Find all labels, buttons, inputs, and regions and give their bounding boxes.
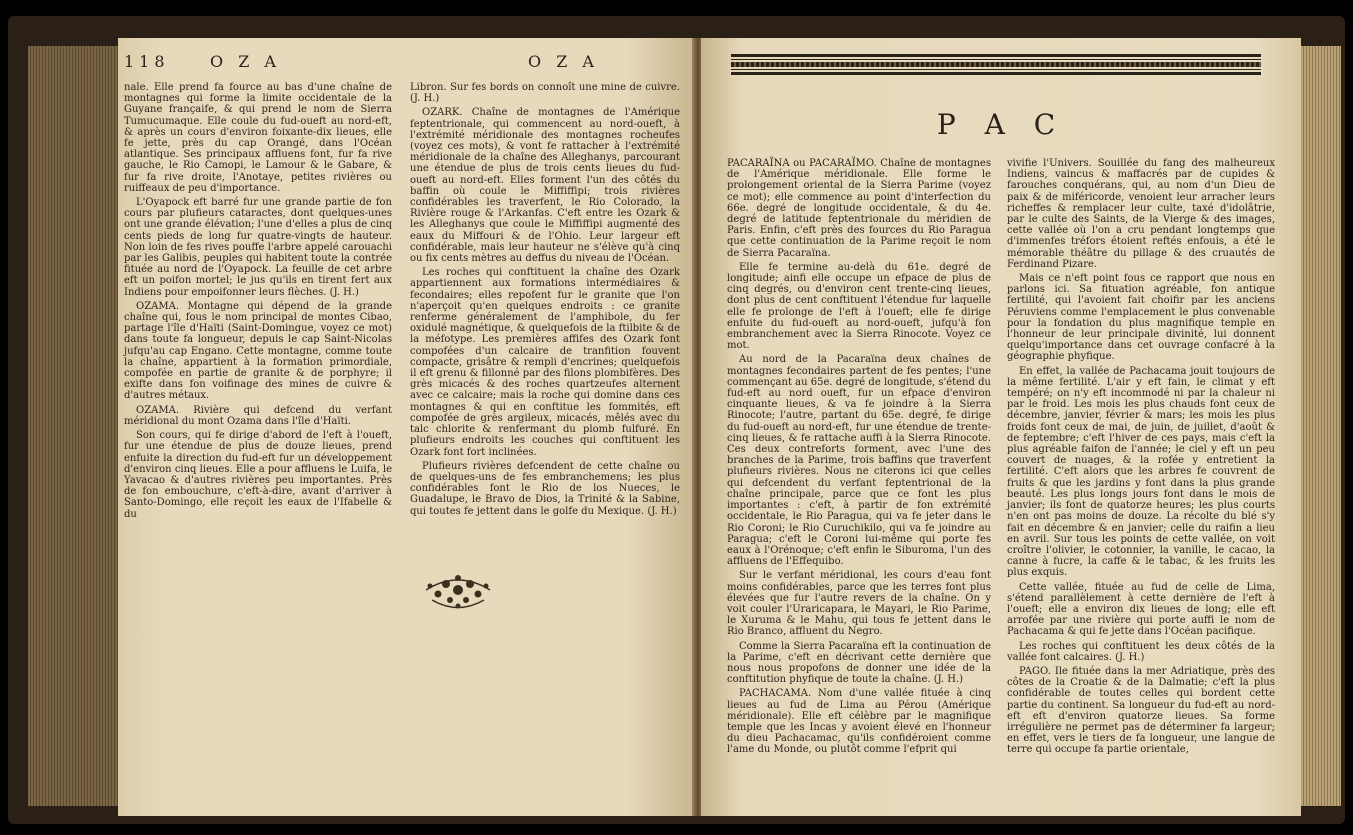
left-running-head-col1: O Z A bbox=[210, 52, 281, 71]
paragraph: Mais ce n'eft point fous ce rapport que nous en parlons ici. Sa fituation agréable, fon antique fertilité, qui l'avoient fait choifir par les anciens Péruviens comme l'emplacement le plus convenable pour la fondation du plus magnifique temple en l'honneur de leur principale divinité, lui donnent quelqu'importance dans cet ouvrage confacré à la géographie phyfique. bbox=[1007, 273, 1275, 363]
paragraph: nale. Elle prend fa fource au bas d'une chaîne de montagnes qui forme la limite occidentale de la Guyane françaife, & qui prend le nom de Sierra Tumucumaque. Elle coule du fud-oueft au nord-eft, & après un cours d'environ foixante-dix lieues, elle fe jette, près du cap Orangé, dans l'Océan atlantique. Ses principaux affluens font, fur fa rive gauche, le Rio Camopi, le Lamour & le Gabare, & fur fa rive droite, l'Anotaye, petites rivières ou ruiffeaux de peu d'importance. bbox=[124, 82, 392, 194]
entry-pago: PAGO. Ile fituée dans la mer Adriatique, près des côtes de la Croatie & de la Dalmatie; c'eft la plus confidérable de toutes celles qui bordent cette partie du continent. Sa longueur du fud-eft au nord-eft eft d'environ quatorze lieues. Sa forme irrégulière ne permet pas de déterminer fa largeur; en effet, vers le tiers de fa longueur, une langue de terre qui occupe fa partie orientale, bbox=[1007, 665, 1275, 756]
paragraph: Les roches qui conftituent les deux côtés de la vallée font calcaires. (J. H.) bbox=[1007, 640, 1275, 663]
paragraph: Libron. Sur fes bords on connoît une mine de cuivre. (J. H.) bbox=[410, 82, 680, 105]
left-page-stack bbox=[28, 46, 118, 806]
right-column-1 bbox=[727, 158, 991, 813]
page-title: P A C bbox=[936, 108, 1066, 141]
right-page bbox=[701, 38, 1301, 816]
entry-ozama-river: OZAMA. Rivière qui defcend du verfant méridional du mont Ozama dans l'île d'Haïti. bbox=[124, 404, 392, 427]
paragraph: Les roches qui conftituent la chaîne des Ozark appartiennent aux formations intermédiaires & fecondaires; elles repofent fur le granite que l'on n'aperçoit qu'en quelques endroits : ce granite renferme généralement de l'amphibole, du fer oxidulé magnétique, & quelquefois de la ftilbite & de la méfotype. Les premières affifes des Ozark font compofées d'un calcaire de tranfition fouvent compacte, grisâtre & rempli d'encrines; quelquefois il eft grenu & fillonné par des filons plombifères. Des grès micacés & des roches quartzeufes alternent avec ce calcaire; mais la roche qui domine dans ces montagnes & qui en conftitue les fommités, eft compofée de grès argileux, micacés, mêlés avec du talc chlorite & renfermant du plomb fulfuré. En plufieurs endroits les couches qui conftituent les Ozark font fort inclinées. bbox=[410, 267, 680, 458]
paragraph: L'Oyapock eft barré fur une grande partie de fon cours par plufieurs cataractes, dont quelques-unes ont une grande élévation; l'une d'elles a plus de cinq cents pieds de long fur quatre-vingts de hauteur. Non loin de fes rives pouffe l'arbre appelé carouachi par les Galibis, peuples qui habitent toute la contrée fituée au nord de l'Oyapock. La feuille de cet arbre eft un poifon mortel; le jus qu'ils en tirent fert aux Indiens pour empoifonner leurs flèches. (J. H.) bbox=[124, 197, 392, 298]
book bbox=[8, 16, 1345, 824]
paragraph: Cette vallée, fituée au fud de celle de Lima, s'étend parallèlement à cette dernière de l'eft à l'oueft; elle a environ dix lieues de long; elle eft arrofée par une rivière qui porte auffi le nom de Pachacama & qui fe jette dans l'Océan pacifique. bbox=[1007, 581, 1275, 638]
page-number: 118 bbox=[124, 52, 170, 71]
left-page bbox=[118, 38, 695, 816]
right-page-stack bbox=[1301, 46, 1341, 806]
left-running-head-col2: O Z A bbox=[528, 52, 599, 71]
entry-pacaraina: PACARAÏNA ou PACARAÏMO. Chaîne de montagnes de l'Amérique méridionale. Elle forme le prolongement oriental de la Sierra Parime (voyez ce mot); elle commence au point d'interfection du 66e. degré de longitude occidentale, & du 4e. degré de latitude feptentrionale du méridien de Paris. Enfin, c'eft près des fources du Rio Paragua que cette continuation de la Parime reçoit le nom de Sierra Pacaraïna. bbox=[727, 158, 991, 259]
paragraph: Son cours, qui fe dirige d'abord de l'eft à l'oueft, fur une étendue de plus de douze lieues, prend enfuite la direction du fud-eft fur un développement d'environ cinq lieues. Elle a pour affluens le Luifa, le Yavacao & d'autres rivières peu importantes. Près de fon embouchure, c'eft-à-dire, avant d'arriver à Santo-Domingo, elle reçoit les eaux de l'Ifabelle & du bbox=[124, 430, 392, 520]
paragraph: Au nord de la Pacaraïna deux chaînes de montagnes fecondaires partent de fes pentes; l'une commençant au 65e. degré de longitude, s'étend du fud-eft au nord oueft, fur un efpace d'environ cinquante lieues, & va fe joindre à la Sierra Rinocote; l'autre, partant du 65e. degré, fe dirige du fud-oueft au nord-eft, fur une étendue de trente-cinq lieues, & fe rattache auffi à la Sierra Rinocote. Ces deux contreforts forment, avec l'une des branches de la Parime, trois baffins que traverfent plufieurs rivières. Nous ne citerons ici que celles qui defcendent du verfant feptentrional de la chaîne principale, parce que ce font les plus importantes : c'eft, à partir de fon extrémité occidentale, le Rio Paragua, qui va fe jeter dans le Rio Coroni; le Rio Curuchikilo, qui va fe joindre au Paragua; c'eft le Coroni lui-même qui porte fes eaux à l'Orénoque; c'eft enfin le Siburoma, l'un des affluens de l'Effequibo. bbox=[727, 354, 991, 568]
paragraph: vivifie l'Univers. Souillée du fang des malheureux Indiens, vaincus & maffacrés par de cupides & farouches conquérans, qui, au nom d'un Dieu de paix & de miféricorde, venoient leur arracher leurs richeffes & remplacer leur culte, taxé d'idolâtrie, par le culte des Saints, de la Vierge & des images, cette vallée où l'on a cru pendant longtemps que d'immenfes tréfors étoient reftés enfouis, a été le mémorable théâtre du pillage & des cruautés de Ferdinand Pizare. bbox=[1007, 158, 1275, 270]
left-column-1 bbox=[124, 82, 392, 812]
floral-vignette-icon bbox=[418, 560, 498, 620]
paragraph: Elle fe termine au-delà du 61e. degré de longitude; ainfi elle occupe un efpace de plus de cinq degrés, ou d'environ cent trente-cinq lieues, dont plus de cent conftituent l'étendue fur laquelle elle fe prolonge de l'eft à l'oueft; elle fe dirige enfuite du fud-oueft au nord-oueft, jufqu'à fon embranchement avec la Sierra Rinocote. Voyez ce mot. bbox=[727, 261, 991, 352]
paragraph: Plufieurs rivières defcendent de cette chaîne ou de quelques-uns de fes embranchemens; les plus confidérables font le Rio de los Nueces, le Guadalupe, le Bravo de Dios, la Trinité & la Sabine, qui toutes fe jettent dans le golfe du Mexique. (J. H.) bbox=[410, 460, 680, 517]
paragraph: Sur le verfant méridional, les cours d'eau font moins confidérables, parce que les terres font plus élevées que fur l'autre revers de la chaîne. On y voit couler l'Uraricapara, le Mayari, le Rio Parime, le Xuruma & le Mahu, qui tous fe jettent dans le Rio Branco, affluent du Negro. bbox=[727, 570, 991, 638]
entry-ozark: OZARK. Chaîne de montagnes de l'Amérique feptentrionale, qui commencent au nord-oueft, à l'extrémité méridionale des montagnes rocheufes (voyez ces mots), & vont fe rattacher à l'extrémité méridionale de la chaîne des Alleghanys, parcourant une étendue de plus de trois cents lieues du fud-oueft au nord-eft. Elles forment l'un des côtés du baffin où coule le Miffiffipi; trois rivières confidérables les traverfent, le Rio Colorado, la Rivière rouge & l'Arkanfas. C'eft entre les Ozark & les Alleghanys que coule le Miffiffipi augmenté des eaux du Miffouri & de l'Ohio. Leur largeur eft confidérable, mais leur hauteur ne s'élève qu'à cinq ou fix cents mètres au deffus du niveau de l'Océan. bbox=[410, 107, 680, 265]
paragraph: Comme la Sierra Pacaraïna eft la continuation de la Parime, c'eft en décrivant cette dernière que nous nous propofons de donner une idée de la conftitution phyfique de toute la chaîne. (J. H.) bbox=[727, 640, 991, 686]
right-column-2 bbox=[1007, 158, 1275, 813]
left-column-2 bbox=[410, 82, 680, 552]
entry-pachacama: PACHACAMA. Nom d'une vallée fituée à cinq lieues au fud de Lima au Pérou (Amérique méridionale). Elle eft célèbre par le magnifique temple que les Incas y avoient élevé en l'honneur du dieu Pachacamac, qu'ils confidéroient comme l'ame du Monde, ou plutôt comme l'efprit qui bbox=[727, 688, 991, 756]
decorative-header-rule bbox=[731, 54, 1261, 77]
entry-ozama-mountain: OZAMA. Montagne qui dépend de la grande chaîne qui, fous le nom principal de montes Cibao, partage l'île d'Haïti (Saint-Domingue, voyez ce mot) dans toute fa longueur, depuis le cap Saint-Nicolas jufqu'au cap Engano. Cette montagne, comme toute la chaîne, appartient à la formation primordiale, compofée en partie de granite & de porphyre; il exifte dans fon voifinage des mines de cuivre & d'autres métaux. bbox=[124, 300, 392, 402]
paragraph: En effet, la vallée de Pachacama jouit toujours de la même fertilité. L'air y eft fain, le climat y eft tempéré; on n'y eft incommodé ni par la chaleur ni par le froid. Les mois les plus chauds font ceux de décembre, janvier, février & mars; les mois les plus froids font ceux de mai, de juin, de juillet, d'août & de feptembre; c'eft l'hiver de ces pays, mais c'eft la plus agréable faifon de l'année; le ciel y eft un peu couvert de nuages, & la rofée y entretient la fertilité. C'eft alors que les arbres fe couvrent de fruits & que les jardins y font dans la plus grande beauté. Les plus longs jours font dans le mois de janvier; ils font de quatorze heures; les plus courts n'en ont pas moins de douze. La récolte du blé s'y fait en décembre & en janvier; celle du raifin a lieu en avril. Sur tous les points de cette vallée, on voit croître l'olivier, le cotonnier, la vanille, le cacao, la canne à fucre, la caffe & le tabac, & les fruits les plus exquis. bbox=[1007, 365, 1275, 579]
